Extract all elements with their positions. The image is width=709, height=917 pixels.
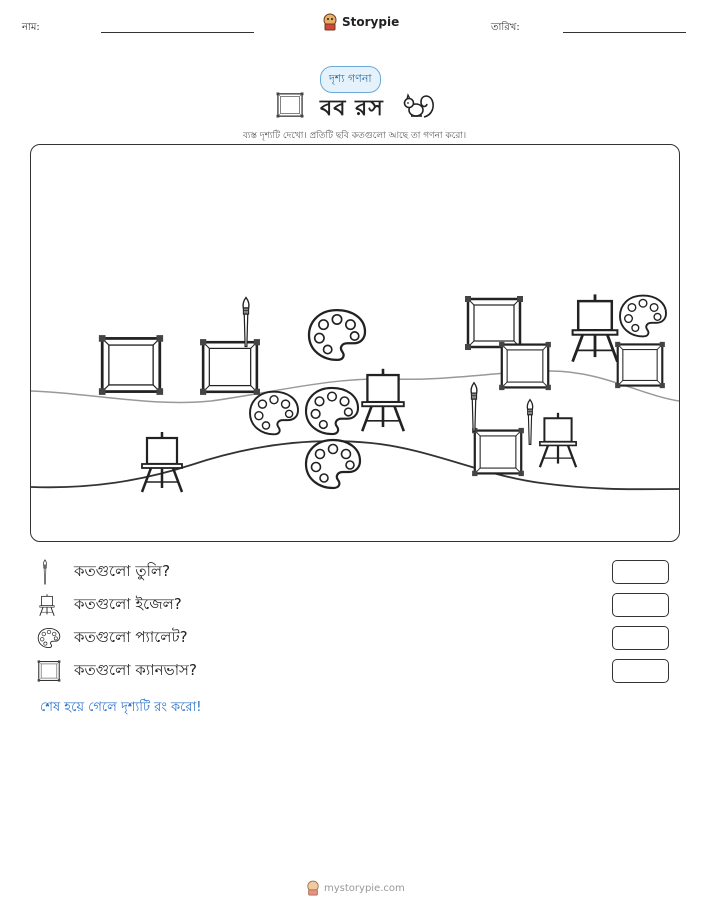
answer-box[interactable] xyxy=(612,593,669,617)
canvas-frame-icon xyxy=(276,92,304,118)
palette-icon xyxy=(306,388,358,434)
easel-icon xyxy=(362,369,404,431)
squirrel-icon xyxy=(402,93,436,119)
answer-box[interactable] xyxy=(612,659,669,683)
scene-illustration xyxy=(31,145,679,541)
palette-icon xyxy=(250,392,298,435)
palette-icon xyxy=(620,296,666,337)
storypie-mascot-icon xyxy=(306,880,320,896)
palette-icon xyxy=(36,626,62,650)
counting-scene xyxy=(30,144,680,542)
page-title: বব রস xyxy=(320,96,384,121)
paintbrush-icon xyxy=(36,559,54,585)
date-label: তারিখ: xyxy=(491,22,520,33)
question-row xyxy=(36,560,676,584)
instruction-text: ব্যস্ত দৃশ্যটি দেখো। প্রতিটি ছবি কতগুলো আছে তা গণনা করো। xyxy=(242,131,467,141)
closing-instruction: শেষ হয়ে গেলে দৃশ্যটি রং করো! xyxy=(40,700,202,715)
name-field[interactable] xyxy=(101,32,254,33)
canvas-frame-icon xyxy=(499,342,551,390)
name-label: নাম: xyxy=(22,22,40,33)
canvas-frame-icon xyxy=(200,339,260,395)
canvas-frame-icon xyxy=(36,659,62,683)
palette-icon xyxy=(309,310,365,360)
easel-icon xyxy=(573,294,618,361)
question-text: কতগুলো প্যালেট? xyxy=(74,627,188,646)
storypie-mascot-icon xyxy=(322,13,338,31)
easel-icon xyxy=(540,413,576,467)
activity-badge: দৃশ্য গণনা xyxy=(320,66,381,93)
question-row xyxy=(36,593,676,617)
paintbrush-icon xyxy=(471,383,477,432)
answer-box[interactable] xyxy=(612,560,669,584)
canvas-frame-icon xyxy=(615,342,665,388)
brand-logo xyxy=(322,13,399,31)
canvas-frame-icon xyxy=(465,296,523,350)
footer-url[interactable]: mystorypie.com xyxy=(324,882,405,894)
easel-icon xyxy=(36,593,58,617)
canvas-frame-icon xyxy=(472,428,524,476)
canvas-frame-icon xyxy=(99,335,163,395)
date-field[interactable] xyxy=(563,32,686,33)
paintbrush-icon xyxy=(243,298,249,347)
question-row xyxy=(36,659,676,683)
paintbrush-icon xyxy=(527,400,532,445)
question-text: কতগুলো ইজেল? xyxy=(74,594,182,613)
answer-box[interactable] xyxy=(612,626,669,650)
brand-name: Storypie xyxy=(342,15,400,29)
question-text: কতগুলো ক্যানভাস? xyxy=(74,660,197,679)
question-row xyxy=(36,626,676,650)
footer xyxy=(306,880,405,896)
palette-icon xyxy=(306,440,360,488)
easel-icon xyxy=(142,432,182,492)
question-text: কতগুলো তুলি? xyxy=(74,561,171,580)
